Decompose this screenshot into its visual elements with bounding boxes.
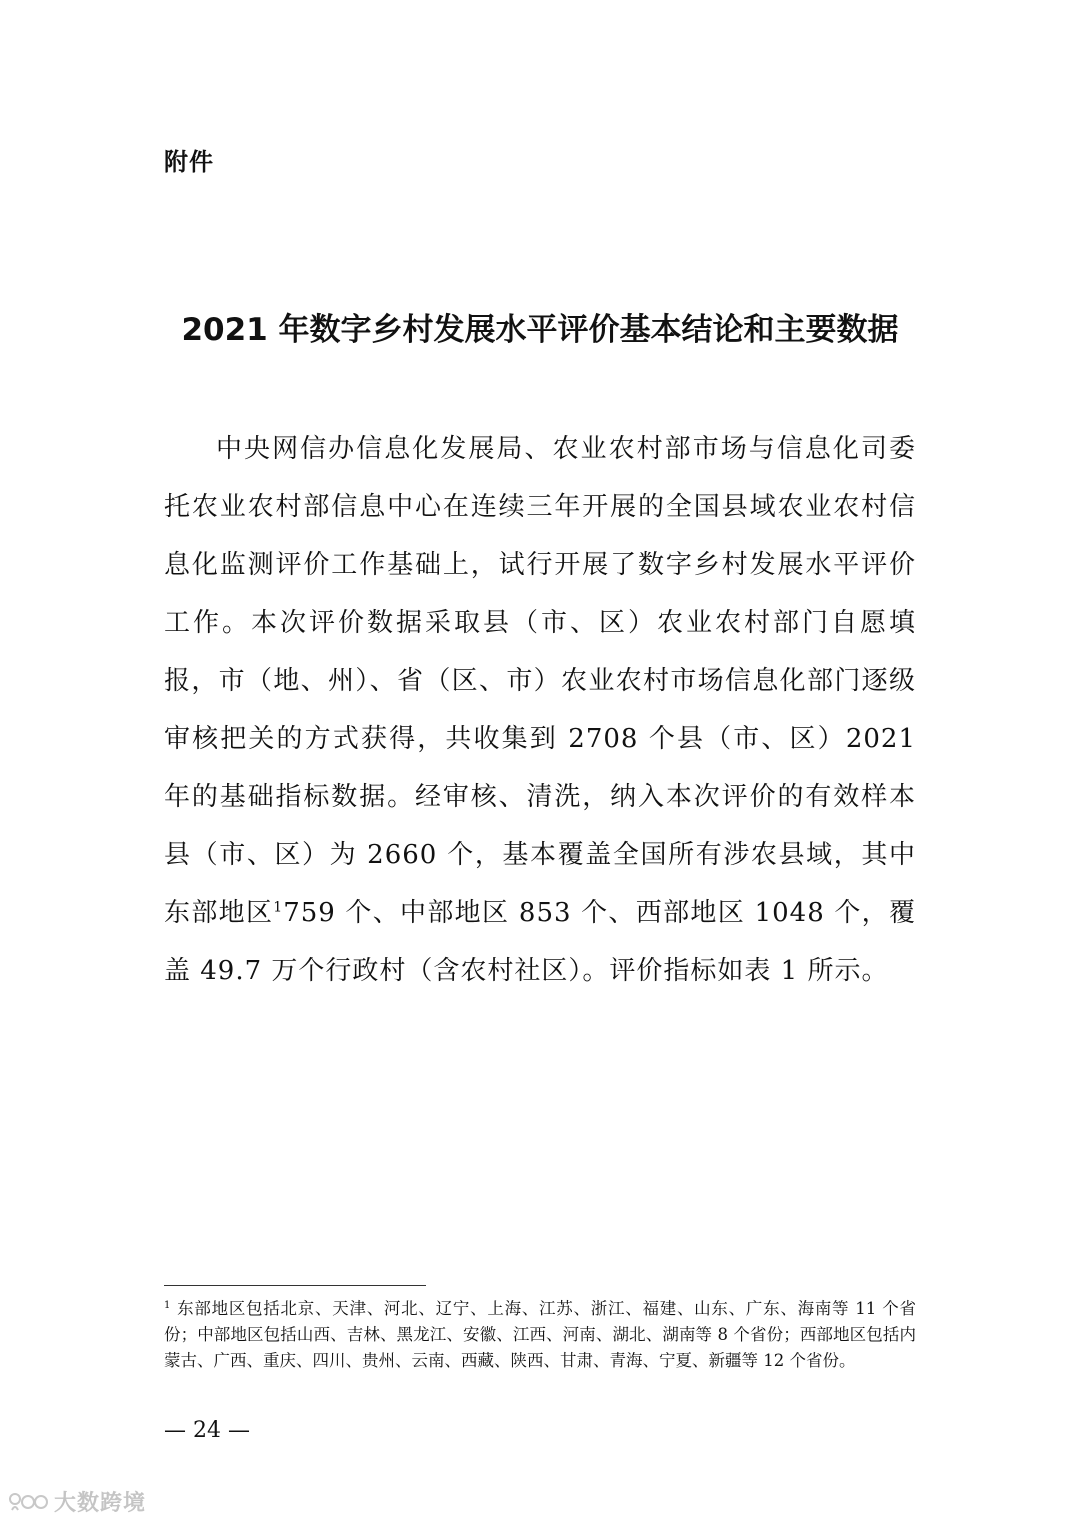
body-paragraph-part1: 中央网信办信息化发展局、农业农村部市场与信息化司委托农业农村部信息中心在连续三年开展的全国县域农业农村信息化监测评价工作基础上，试行开展了数字乡村发展水平评价工作。本次评价数据采取县（市、区）农业农村部门自愿填报，市（地、州）、省（区、市）农业农村市场信息化部门逐级审核把关的方式获得，共收集到 2708 个县（市、区）2021 年的基础指标数据。经审核、清洗，纳入本次评价的有效样本县（市、区）为 2660 个，基本覆盖全国所有涉农县域，其中东部地区 [164,434,916,928]
footnote-divider [164,1285,426,1286]
watermark-text: 大数跨境 [54,1491,147,1516]
attachment-label: 附件 [164,148,214,176]
body-paragraph [164,420,916,1000]
footnote-reference: 1 [273,899,284,916]
page-number: — 24 — [164,1418,250,1443]
footnote [164,1296,916,1374]
footnote-marker: 1 [164,1299,171,1311]
body-paragraph-part2: 759 个、中部地区 853 个、西部地区 1048 个，覆盖 49.7 万个行政村（含农村社区）。评价指标如表 1 所示。 [164,898,916,986]
watermark [8,1486,146,1517]
watermark-logo-icon [8,1491,48,1513]
footnote-text: 东部地区包括北京、天津、河北、辽宁、上海、江苏、浙江、福建、山东、广东、海南等 11 个省份；中部地区包括山西、吉林、黑龙江、安徽、江西、河南、湖北、湖南等 8 个省份；西部地区包括内蒙古、广西、重庆、四川、贵州、云南、西藏、陕西、甘肃、青海、宁夏、新疆等 12 个省份。 [164,1299,916,1370]
document-title: 2021 年数字乡村发展水平评价基本结论和主要数据 [181,312,899,348]
